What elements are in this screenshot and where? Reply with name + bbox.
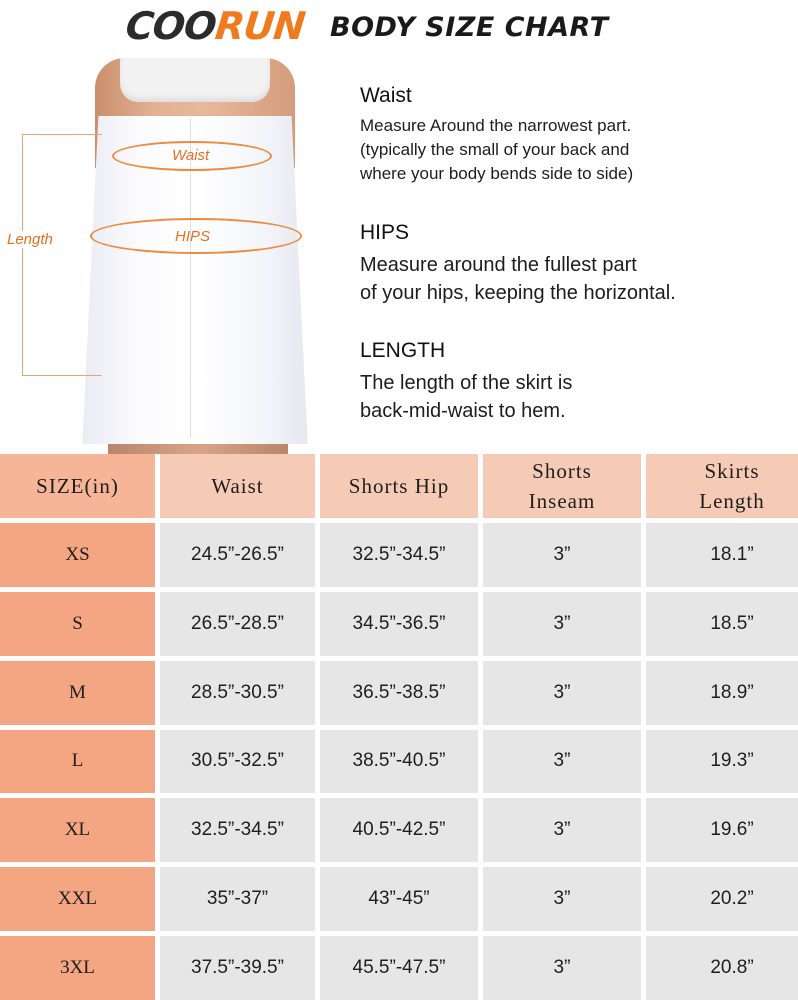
- instruction-line: of your hips, keeping the horizontal.: [360, 282, 676, 304]
- table-cell-waist: 28.5”-30.5”: [160, 661, 315, 725]
- table-cell-waist: 26.5”-28.5”: [160, 592, 315, 656]
- instruction-line: (typically the small of your back and: [360, 140, 630, 159]
- length-bracket: [22, 134, 102, 376]
- table-cell-shorts-inseam: 3”: [483, 798, 641, 862]
- table-cell-waist: 35”-37”: [160, 867, 315, 931]
- instruction-line: where your body bends side to side): [360, 164, 634, 183]
- instruction-line: The length of the skirt is: [360, 372, 573, 394]
- brand-logo-part2: RUN: [213, 4, 307, 48]
- instruction-line: Measure around the fullest part: [360, 254, 637, 276]
- table-header-waist: Waist: [160, 454, 315, 518]
- table-cell-size: 3XL: [0, 936, 155, 1000]
- table-header-size: SIZE(in): [0, 454, 155, 518]
- table-cell-shorts-hip: 45.5”-47.5”: [320, 936, 478, 1000]
- instruction-heading: Waist: [360, 84, 412, 107]
- instruction-line: Measure Around the narrowest part.: [360, 116, 632, 135]
- table-cell-size: XXL: [0, 867, 155, 931]
- table-header-shorts-hip: Shorts Hip: [320, 454, 478, 518]
- table-cell-waist: 30.5”-32.5”: [160, 730, 315, 794]
- table-cell-shorts-inseam: 3”: [483, 661, 641, 725]
- table-cell-shorts-inseam: 3”: [483, 936, 641, 1000]
- waist-instruction: [360, 84, 790, 186]
- hips-instruction: [360, 221, 790, 307]
- table-cell-size: M: [0, 661, 155, 725]
- table-cell-skirts-length: 18.5”: [646, 592, 798, 656]
- table-cell-shorts-hip: 32.5”-34.5”: [320, 523, 478, 587]
- table-cell-shorts-hip: 43”-45”: [320, 867, 478, 931]
- table-cell-skirts-length: 19.3”: [646, 730, 798, 794]
- table-cell-size: L: [0, 730, 155, 794]
- length-label: Length: [7, 231, 53, 248]
- size-table: [0, 454, 798, 1000]
- table-cell-shorts-inseam: 3”: [483, 592, 641, 656]
- table-cell-shorts-inseam: 3”: [483, 867, 641, 931]
- length-instruction: [360, 339, 790, 425]
- table-cell-waist: 32.5”-34.5”: [160, 798, 315, 862]
- instruction-heading: HIPS: [360, 221, 410, 244]
- table-cell-shorts-hip: 34.5”-36.5”: [320, 592, 478, 656]
- table-cell-size: S: [0, 592, 155, 656]
- table-header-skirts-length: Skirts Length: [646, 454, 798, 518]
- table-cell-waist: 24.5”-26.5”: [160, 523, 315, 587]
- brand-logo: [124, 4, 307, 48]
- table-header-shorts-inseam: Shorts Inseam: [483, 454, 641, 518]
- table-cell-skirts-length: 18.1”: [646, 523, 798, 587]
- hips-ring-label: HIPS: [175, 228, 211, 245]
- table-cell-skirts-length: 20.8”: [646, 936, 798, 1000]
- waist-ring-label: Waist: [172, 147, 210, 164]
- instruction-heading: LENGTH: [360, 339, 446, 362]
- table-cell-skirts-length: 20.2”: [646, 867, 798, 931]
- skirt-illustration: [0, 58, 340, 450]
- page-title: BODY SIZE CHART: [330, 12, 609, 43]
- table-cell-shorts-inseam: 3”: [483, 523, 641, 587]
- model-crop-top: [120, 58, 270, 102]
- brand-logo-part1: COO: [123, 4, 218, 48]
- instruction-line: back-mid-waist to hem.: [360, 400, 566, 422]
- table-cell-skirts-length: 19.6”: [646, 798, 798, 862]
- table-cell-size: XL: [0, 798, 155, 862]
- table-cell-shorts-inseam: 3”: [483, 730, 641, 794]
- table-cell-size: XS: [0, 523, 155, 587]
- table-cell-skirts-length: 18.9”: [646, 661, 798, 725]
- model-legs: [108, 444, 288, 454]
- table-cell-shorts-hip: 38.5”-40.5”: [320, 730, 478, 794]
- table-cell-shorts-hip: 40.5”-42.5”: [320, 798, 478, 862]
- table-cell-shorts-hip: 36.5”-38.5”: [320, 661, 478, 725]
- table-cell-waist: 37.5”-39.5”: [160, 936, 315, 1000]
